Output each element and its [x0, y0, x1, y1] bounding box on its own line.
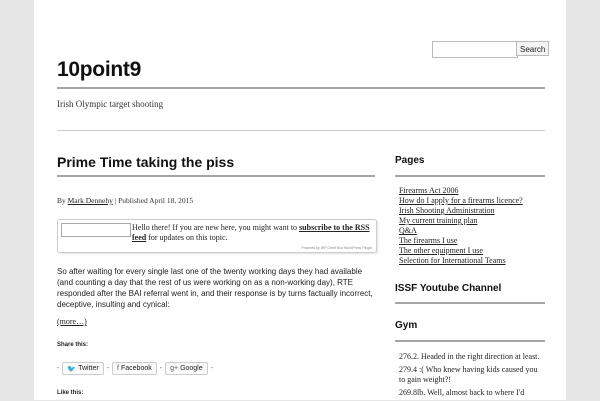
gym-entry: 269.8lb. Well, almost back to where I'd: [399, 388, 525, 397]
page-link[interactable]: Irish Shooting Administration: [399, 206, 495, 215]
share-dash: -: [159, 365, 163, 372]
page-link[interactable]: The firearms I use: [399, 236, 458, 245]
share-twitter-button[interactable]: [62, 362, 103, 375]
pages-list: [399, 186, 523, 266]
read-more-link[interactable]: (more…): [57, 317, 87, 326]
byline-separator: |: [114, 196, 117, 205]
author-link[interactable]: Mark Dennehy: [67, 196, 113, 205]
gym-widget-divider: [395, 340, 545, 342]
pages-widget-title: Pages: [395, 155, 425, 166]
greet-input[interactable]: [61, 223, 131, 237]
youtube-widget-title: ISSF Youtube Channel: [395, 283, 502, 294]
site-title[interactable]: 10point9: [57, 58, 141, 81]
search-button[interactable]: Search: [516, 41, 549, 56]
greet-text-after: for updates on this topic.: [146, 233, 228, 242]
share-dash: -: [106, 365, 110, 372]
twitter-icon: 🐦: [67, 365, 77, 373]
header-divider: [57, 87, 545, 89]
post-byline: [57, 196, 193, 205]
like-heading: Like this:: [57, 390, 84, 396]
share-twitter-label: Twitter: [78, 365, 99, 372]
share-google-label: Google: [180, 365, 203, 372]
page-link[interactable]: The other equipment I use: [399, 246, 483, 255]
youtube-widget-divider: [395, 302, 545, 304]
page-link[interactable]: Firearms Act 2006: [399, 186, 459, 195]
share-dash: -: [57, 365, 60, 372]
gym-list: [399, 352, 545, 401]
post-title[interactable]: Prime Time taking the piss: [57, 154, 235, 170]
gym-entry: 276.2. Headed in the right direction at least.: [399, 352, 540, 361]
page-link[interactable]: Q&A: [399, 226, 417, 235]
site-tagline: Irish Olympic target shooting: [57, 99, 164, 109]
greet-powered-by[interactable]: Powered by WP Greet Box WordPress Plugin: [301, 246, 372, 250]
googleplus-icon: g+: [170, 365, 179, 372]
greet-message: [132, 223, 372, 243]
byline-by: By: [57, 196, 66, 205]
share-buttons: [57, 362, 213, 375]
gym-entry: 279.4 :( Who knew having kids caused you to gain weight?!: [399, 365, 538, 384]
greet-text-before: Hello there! If you are new here, you might want to: [132, 223, 300, 232]
share-google-button[interactable]: [165, 362, 208, 375]
share-facebook-label: Facebook: [120, 365, 152, 372]
facebook-icon: f: [117, 365, 119, 372]
share-heading: Share this:: [57, 342, 89, 348]
page-link[interactable]: Selection for International Teams: [399, 256, 506, 265]
page-link[interactable]: How do I apply for a firearms licence?: [399, 196, 523, 205]
share-facebook-button[interactable]: [112, 362, 157, 375]
post-excerpt: So after waiting for every single last one of the twenty working days they had available (and counting a day that the rest of us were working on as a non-working day), RTE responded after the BAI referral went in, and their response is by turns factually incorrect, deceptive, insulting and cynical:: [57, 267, 373, 309]
gym-widget-title: Gym: [395, 320, 418, 331]
share-dash: -: [210, 365, 213, 372]
header-bottom-divider: [57, 130, 545, 131]
search-input[interactable]: [432, 41, 518, 58]
page-link[interactable]: My current training plan: [399, 216, 478, 225]
post-title-divider: [57, 175, 375, 177]
pages-widget-divider: [395, 175, 545, 177]
greet-box: [57, 219, 377, 253]
publish-date: Published April 18, 2015: [118, 196, 194, 205]
subscribe-rss-link[interactable]: subscribe to the RSS feed: [132, 223, 370, 242]
